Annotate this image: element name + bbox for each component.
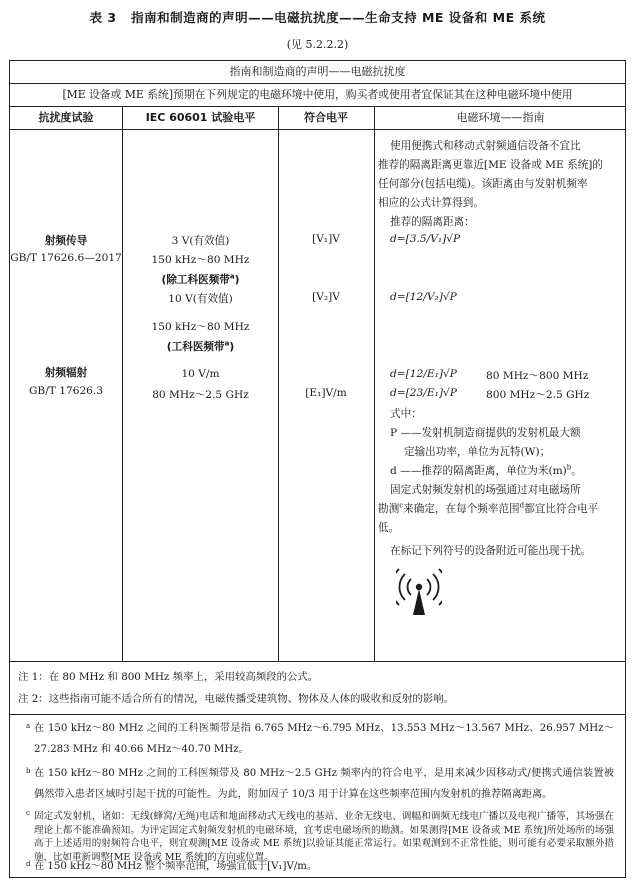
level-conducted-1: 3 V(有效值) xyxy=(171,235,230,247)
header-title: 指南和制造商的声明——电磁抗扰度 xyxy=(229,65,406,78)
formula-d-v1: d=[3.5/V₁]√P xyxy=(390,233,461,245)
level-radiated-2: 80 MHz～2.5 GHz xyxy=(152,389,249,401)
compliance-v2: [V₂]V xyxy=(312,291,340,303)
column-header-guidance: 电磁环境——指南 xyxy=(456,111,545,124)
note-2: 注 2：这些指南可能不适合所有的情况，电磁传播受建筑物、物体及人体的吸收和反射的影响。 xyxy=(18,693,454,705)
footnote-b: b 在 150 kHz～80 MHz 之间的工科医频带及 80 MHz～2.5 GHz 频率内的符合电平，是用来减少因移动式/便携式通信装置被偶然带入患者区域时引起干扰的可能性。为此，附加因子 10/3 用于计算在这些频率范围内发射机的推荐隔离距离。 xyxy=(26,767,614,800)
column-header-test: 抗扰度试验 xyxy=(38,111,94,124)
guidance-d-def: d ——推荐的隔离距离，单位为米$(m)^b$。 xyxy=(390,463,582,477)
caption-text: 指南和制造商的声明——电磁抗扰度——生命支持 ME 设备和 ME 系统 xyxy=(131,10,546,25)
guidance-p-def-2: 定输出功率，单位为瓦特(W)； xyxy=(404,446,551,458)
test-radiated-standard: GB/T 17626.3 xyxy=(28,385,104,397)
footnote-c: c 固定式发射机，诸如：无线(蜂窝/无绳)电话和地面移动式无线电的基站、业余无线电、调幅和调频无线电广播以及电视广播等，其场强在理论上都不能准确预知。为评定固定式射频发射机的电磁环境，宜考虑电磁场所的勘测。如果测得[ME 设备或 ME 系统]所处场所的场强高于上述适用的射频符合电平，则宜观测[ME 设备或 ME 系统]以验证其能正常运行。如果观测到不正常性能，则可能有必要采取额外措施，比如重新调整[ME 设备或 ME 系统]的方向或位置。 xyxy=(26,809,614,863)
caption-label: 表 3 xyxy=(89,10,117,25)
level-conducted-6: (工科医频带$^a$) xyxy=(166,339,235,353)
footnote-a: a 在 150 kHz～80 MHz 之间的工科医频带是指 6.765 MHz～6.795 MHz、13.553 MHz～13.567 MHz、26.957 MHz～27.283 MHz 和 40.66 MHz～40.70 MHz。 xyxy=(26,722,614,755)
test-conducted-standard: GB/T 17626.6—2017 xyxy=(10,252,122,264)
immunity-table xyxy=(9,60,626,878)
table-caption xyxy=(0,8,635,26)
guidance-line-3: 任何部分(包括电缆)。该距离由与发射机频率 xyxy=(378,178,588,190)
formula-d-v2: d=[12/V₂]√P xyxy=(390,291,457,303)
guidance-where: 式中： xyxy=(390,408,422,420)
non-ionizing-radiation-icon xyxy=(396,565,442,617)
footnote-d: d 在 150 kHz～80 MHz 整个频率范围，场强宜低于[V₁]V/m。 xyxy=(26,860,318,872)
guidance-line-4: 相应的公式计算得到。 xyxy=(378,197,484,209)
test-radiated-name: 射频辐射 xyxy=(44,367,88,379)
guidance-line-2: 推荐的隔离距离更靠近[ME 设备或 ME 系统]的 xyxy=(378,159,604,171)
column-header-compliance: 符合电平 xyxy=(304,111,348,124)
compliance-v1: [V₁]V xyxy=(312,233,340,245)
formula-range-low: 80 MHz～800 MHz xyxy=(486,370,589,382)
guidance-line-1: 使用便携式和移动式射频通信设备不宜比 xyxy=(390,140,581,152)
guidance-fixed-1: 固定式射频发射机的场强通过对电磁场所 xyxy=(390,484,581,496)
guidance-p-def-1: P ——发射机制造商提供的发射机最大额 xyxy=(390,427,581,439)
guidance-fixed-3: 低。 xyxy=(378,522,400,534)
guidance-line-5: 推荐的隔离距离： xyxy=(390,216,475,228)
level-radiated-1: 10 V/m xyxy=(181,368,220,380)
level-conducted-4: 10 V(有效值) xyxy=(168,293,233,305)
compliance-e1: [E₁]V/m xyxy=(305,387,347,399)
note-1: 注 1：在 80 MHz 和 800 MHz 频率上，采用较高频段的公式。 xyxy=(18,671,319,683)
column-header-test-level: IEC 60601 试验电平 xyxy=(145,111,256,124)
level-conducted-2: 150 kHz～80 MHz xyxy=(151,254,250,266)
formula-range-high: 800 MHz～2.5 GHz xyxy=(486,389,590,401)
test-conducted-name: 射频传导 xyxy=(44,235,88,247)
level-conducted-5: 150 kHz～80 MHz xyxy=(151,321,250,333)
table-reference: (见 5.2.2.2) xyxy=(286,38,349,51)
guidance-symbol-note: 在标记下列符号的设备附近可能出现干扰。 xyxy=(390,545,592,557)
level-conducted-3: (除工科医频带$^a$) xyxy=(161,272,240,286)
formula-d-e1-high: d=[23/E₁]√P xyxy=(390,387,457,399)
guidance-fixed-2: 勘测$^c$来确定，在每个频率范围$^d$都宜比符合电平 xyxy=(378,501,599,515)
header-statement: [ME 设备或 ME 系统]预期在下列规定的电磁环境中使用，购买者或使用者宜保证其在这种电磁环境中使用 xyxy=(62,88,573,101)
formula-d-e1-low: d=[12/E₁]√P xyxy=(390,368,457,380)
